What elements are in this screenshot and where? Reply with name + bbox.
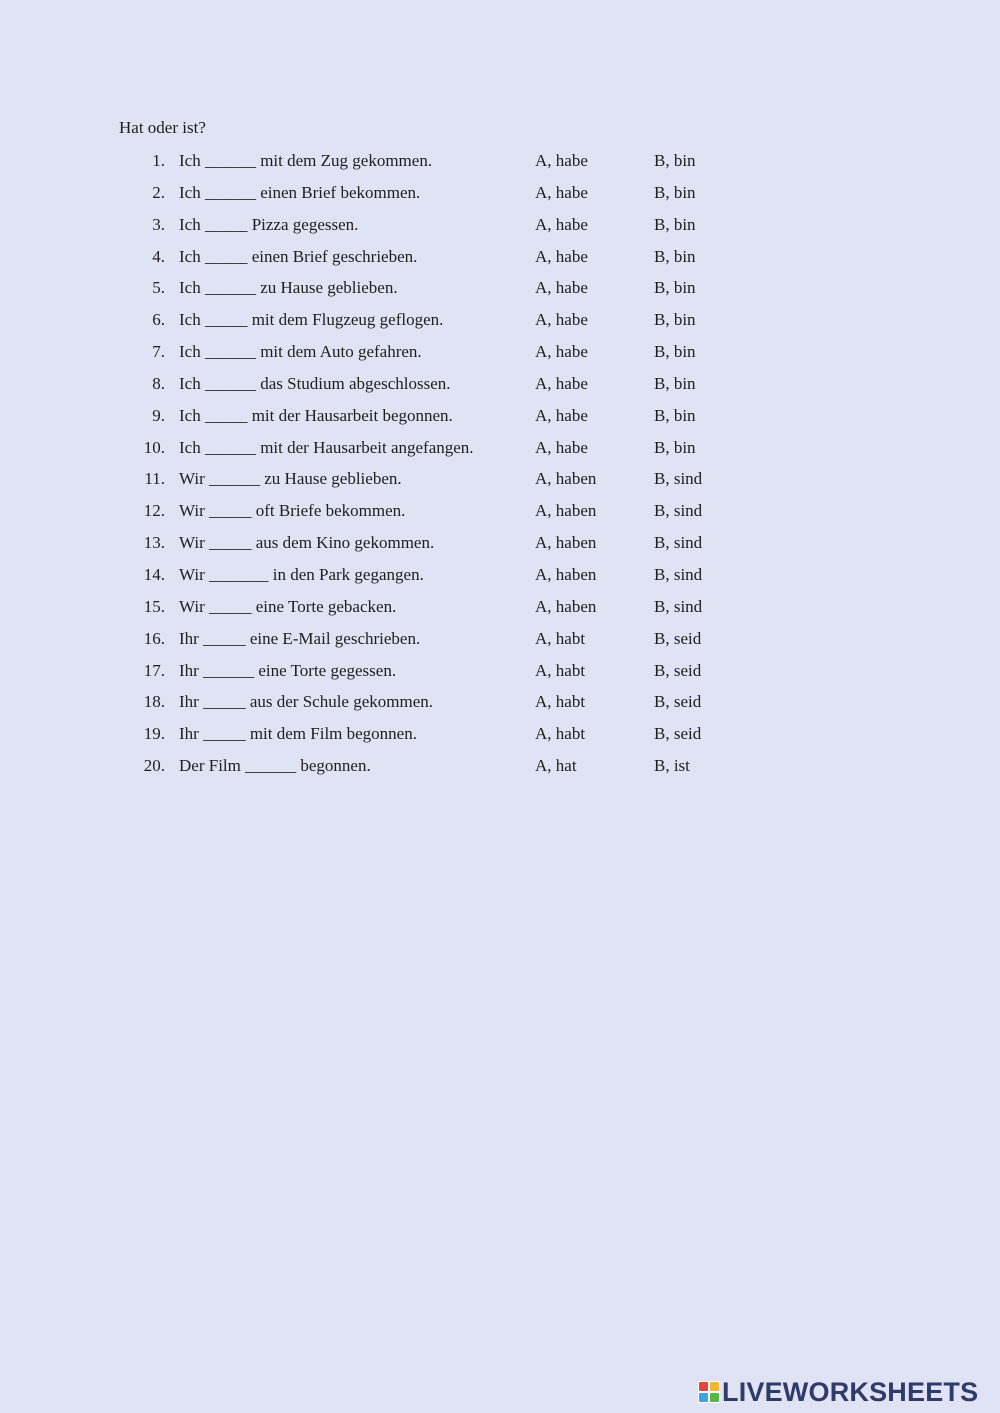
option-a: A, habe [535, 214, 588, 234]
question-text: Wir _____ eine Torte gebacken. [179, 596, 397, 616]
option-a: A, habe [535, 342, 588, 362]
question-row [0, 405, 1000, 437]
question-row [0, 246, 1000, 278]
question-row [0, 309, 1000, 341]
brand-wordmark: LIVEWORKSHEETS [722, 1377, 979, 1407]
question-row [0, 182, 1000, 214]
question-text: Wir ______ zu Hause geblieben. [179, 469, 402, 489]
option-a: A, habe [535, 373, 588, 393]
question-row [0, 628, 1000, 660]
question-text: Ich ______ mit der Hausarbeit angefangen. [179, 437, 474, 457]
question-row [0, 596, 1000, 628]
question-row [0, 341, 1000, 373]
option-a: A, habe [535, 151, 588, 170]
question-number: 12. [143, 501, 165, 521]
option-a: A, haben [535, 564, 597, 584]
question-text: Ihr ______ eine Torte gegessen. [179, 660, 397, 680]
logo-square-icon [709, 1381, 720, 1392]
question-text: Ich _____ Pizza gegessen. [179, 214, 359, 234]
question-row [0, 500, 1000, 532]
option-b: B, seid [654, 660, 702, 680]
question-number: 3. [152, 214, 165, 234]
option-b: B, seid [654, 628, 702, 648]
question-text: Ich _____ mit dem Flugzeug geflogen. [179, 310, 444, 330]
question-text: Ihr _____ eine E-Mail geschrieben. [179, 628, 421, 648]
option-b: B, seid [654, 724, 702, 744]
option-a: A, haben [535, 596, 597, 616]
option-a: A, haben [535, 501, 597, 521]
brand-logo [698, 1377, 978, 1407]
question-number: 13. [143, 533, 165, 553]
question-number: 8. [152, 373, 165, 393]
question-number: 6. [152, 310, 165, 330]
question-text: Wir _______ in den Park gegangen. [179, 564, 424, 584]
option-b: B, sind [654, 533, 703, 553]
question-text: Ich _____ einen Brief geschrieben. [179, 246, 418, 266]
logo-square-icon [698, 1392, 709, 1403]
question-number: 9. [152, 405, 165, 425]
question-number: 11. [144, 469, 165, 489]
question-text: Ich ______ zu Hause geblieben. [179, 278, 398, 298]
option-b: B, sind [654, 596, 703, 616]
question-text: Ich _____ mit der Hausarbeit begonnen. [179, 405, 453, 425]
question-row [0, 660, 1000, 692]
option-a: A, habe [535, 182, 588, 202]
question-text: Ich ______ das Studium abgeschlossen. [179, 373, 451, 393]
option-a: A, habt [535, 660, 586, 680]
option-b: B, sind [654, 564, 703, 584]
option-a: A, habt [535, 692, 586, 712]
option-b: B, bin [654, 437, 696, 457]
option-b: B, bin [654, 373, 696, 393]
option-a: A, habe [535, 310, 588, 330]
question-row [0, 277, 1000, 309]
question-row [0, 532, 1000, 564]
question-row [0, 437, 1000, 469]
question-list [0, 150, 1000, 787]
question-number: 1. [152, 151, 165, 170]
question-number: 4. [152, 246, 165, 266]
question-number: 2. [152, 182, 165, 202]
option-a: A, habt [535, 724, 586, 744]
question-row [0, 691, 1000, 723]
option-b: B, bin [654, 182, 696, 202]
option-b: B, ist [654, 756, 690, 776]
question-text: Wir _____ aus dem Kino gekommen. [179, 533, 435, 553]
option-b: B, sind [654, 469, 703, 489]
question-text: Der Film ______ begonnen. [179, 756, 371, 776]
question-row [0, 564, 1000, 596]
question-number: 5. [152, 278, 165, 298]
question-number: 10. [143, 437, 165, 457]
question-row [0, 723, 1000, 755]
option-a: A, habe [535, 246, 588, 266]
option-a: A, habe [535, 278, 588, 298]
option-b: B, bin [654, 246, 696, 266]
question-text: Wir _____ oft Briefe bekommen. [179, 501, 406, 521]
question-row [0, 755, 1000, 787]
question-row [0, 373, 1000, 405]
question-text: Ich ______ einen Brief bekommen. [179, 182, 421, 202]
question-text: Ihr _____ mit dem Film begonnen. [179, 724, 417, 744]
question-number: 17. [143, 660, 165, 680]
option-b: B, bin [654, 214, 696, 234]
question-row [0, 150, 1000, 182]
logo-square-icon [698, 1381, 709, 1392]
option-b: B, bin [654, 310, 696, 330]
option-a: A, hat [535, 756, 577, 776]
option-a: A, habe [535, 405, 588, 425]
option-b: B, bin [654, 151, 696, 170]
option-b: B, bin [654, 278, 696, 298]
option-b: B, bin [654, 405, 696, 425]
logo-square-icon [709, 1392, 720, 1403]
question-number: 20. [143, 756, 165, 776]
question-text: Ihr _____ aus der Schule gekommen. [179, 692, 433, 712]
question-number: 14. [143, 564, 165, 584]
option-a: A, haben [535, 469, 597, 489]
question-number: 18. [143, 692, 165, 712]
question-number: 15. [143, 596, 165, 616]
question-number: 7. [152, 342, 165, 362]
question-row [0, 214, 1000, 246]
option-b: B, sind [654, 501, 703, 521]
question-text: Ich ______ mit dem Auto gefahren. [179, 342, 422, 362]
question-number: 16. [143, 628, 165, 648]
question-number: 19. [143, 724, 165, 744]
option-a: A, habe [535, 437, 588, 457]
option-a: A, habt [535, 628, 586, 648]
liveworksheets-logo-icon [698, 1381, 720, 1403]
option-b: B, seid [654, 692, 702, 712]
question-text: Ich ______ mit dem Zug gekommen. [179, 151, 433, 170]
option-a: A, haben [535, 533, 597, 553]
option-b: B, bin [654, 342, 696, 362]
question-row [0, 468, 1000, 500]
worksheet-title: Hat oder ist? [119, 118, 206, 137]
